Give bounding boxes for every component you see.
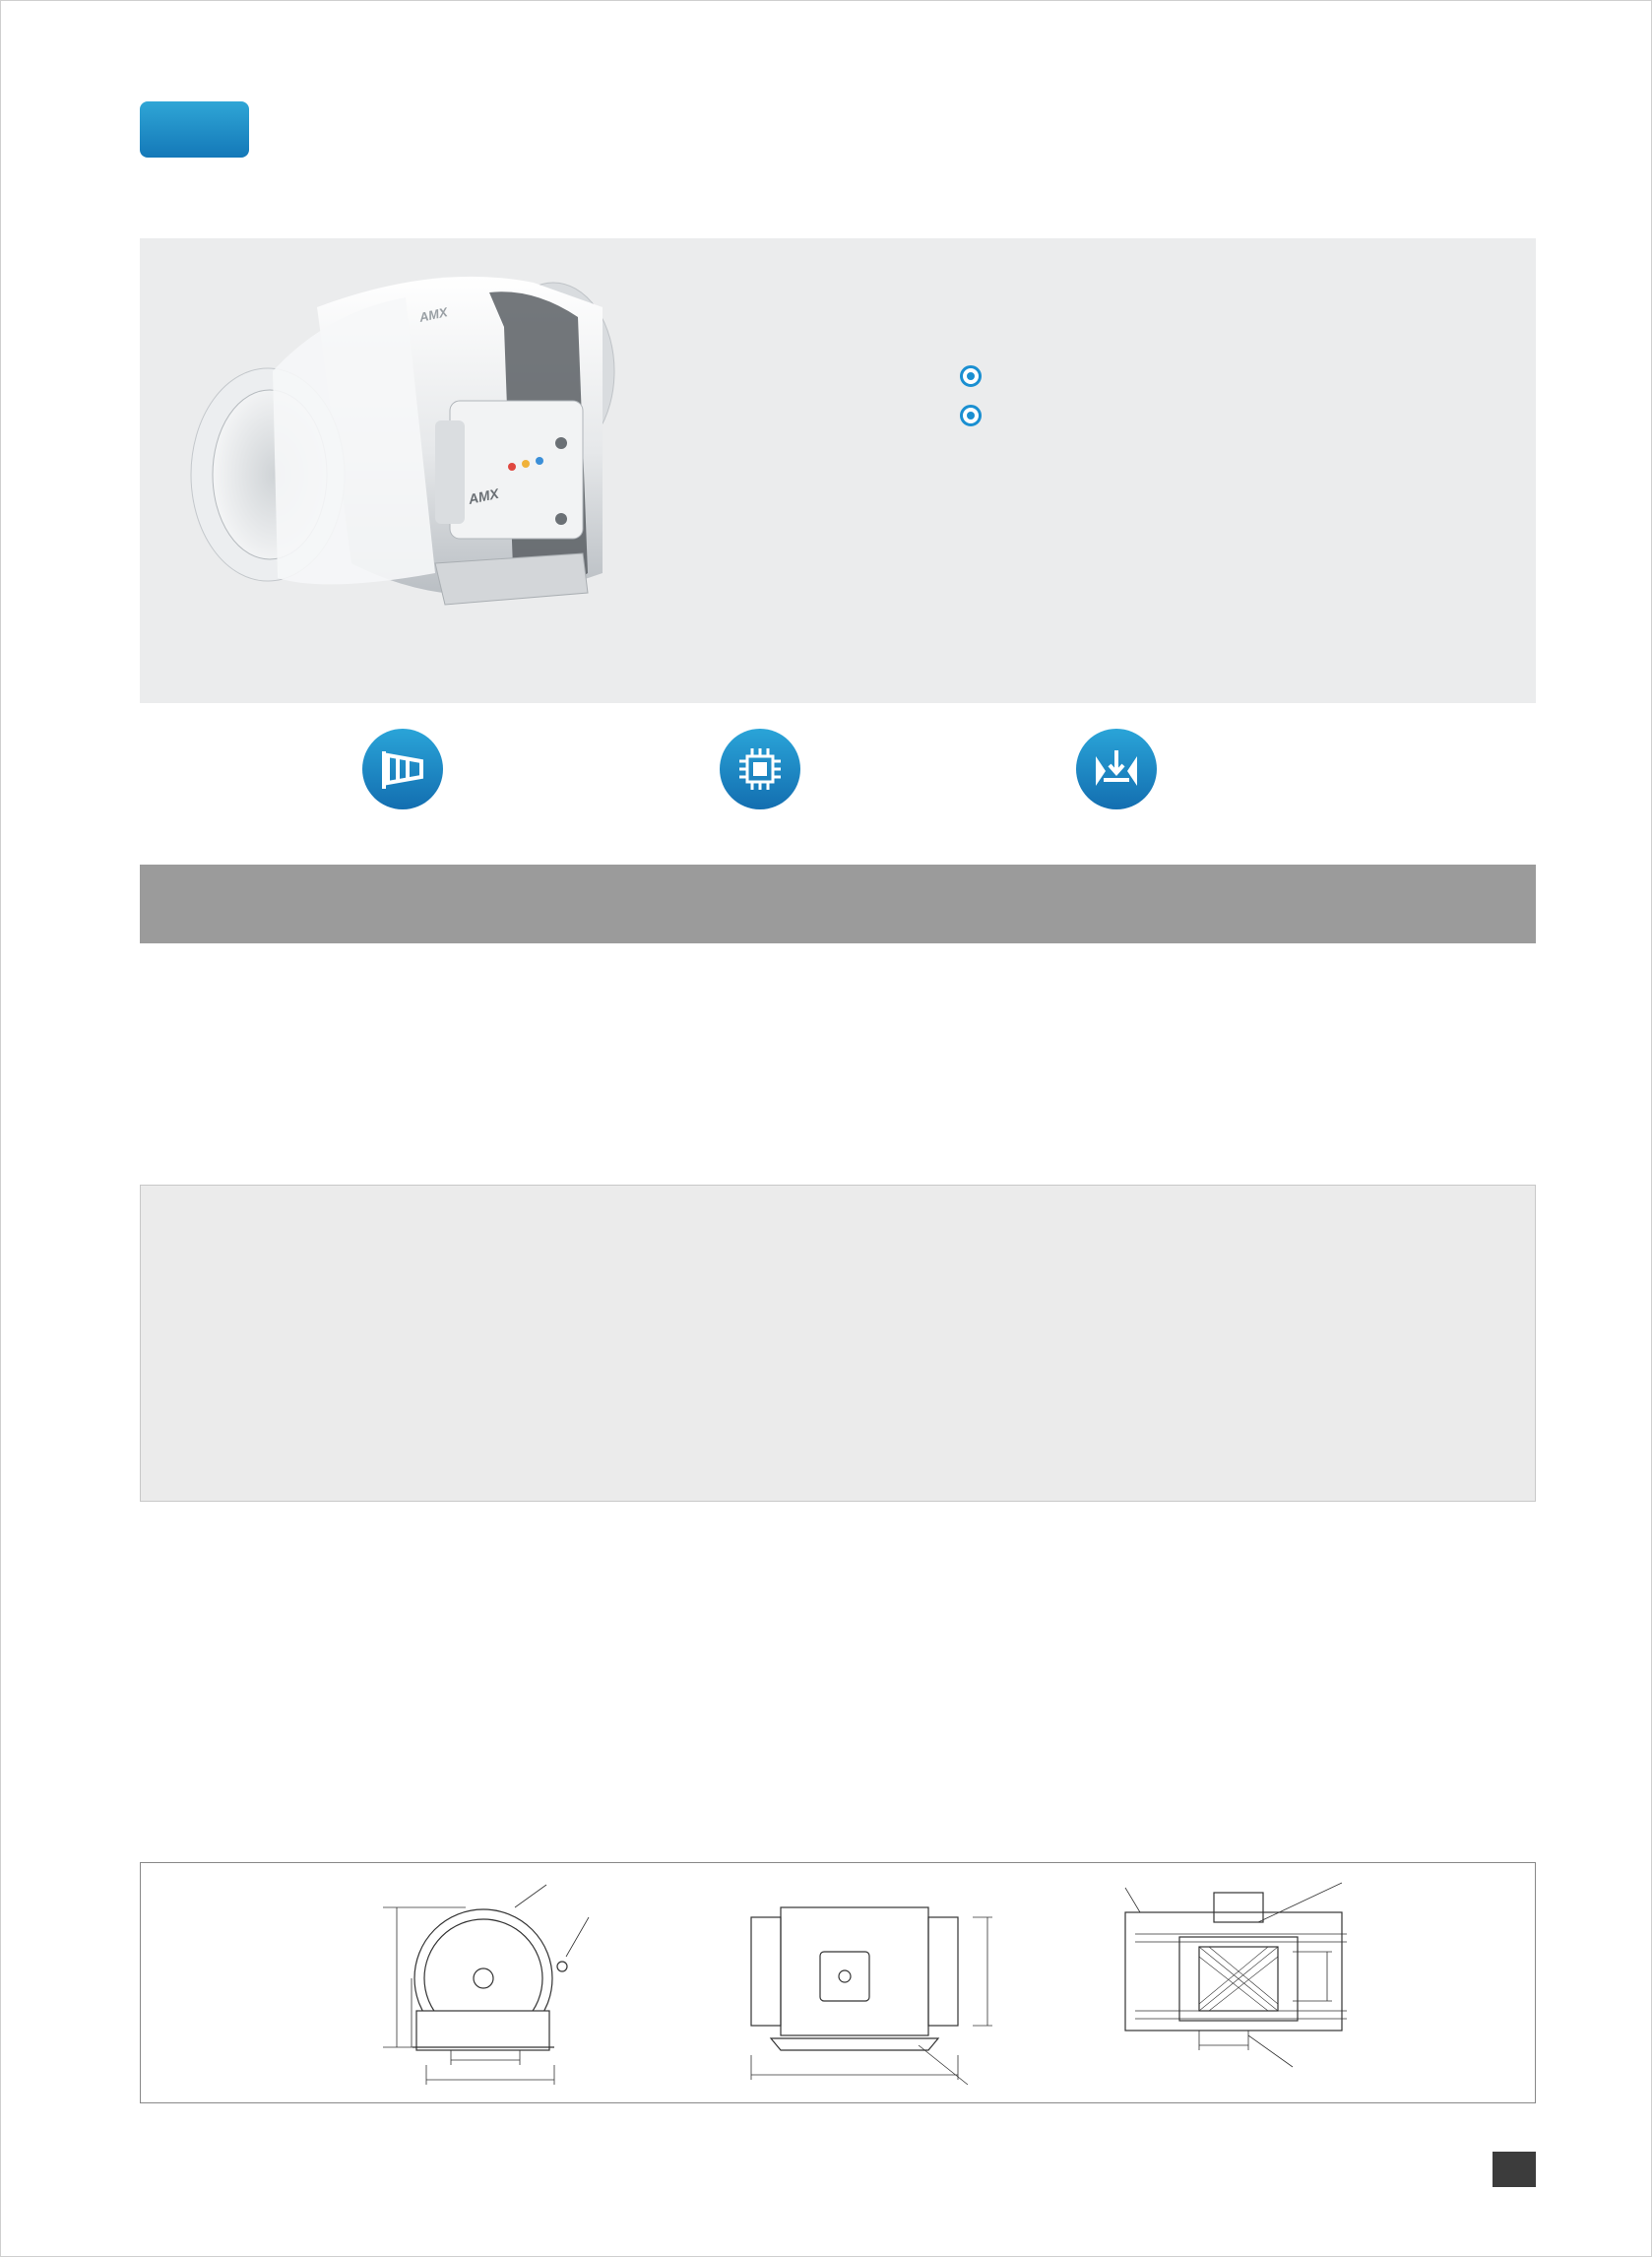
screw-icon — [555, 437, 567, 449]
feature-bullets — [960, 356, 1492, 396]
performance-curves-panel — [140, 1185, 1536, 1502]
chip-icon — [720, 729, 800, 809]
header-cell — [888, 904, 986, 943]
header-cell — [888, 865, 986, 904]
outline-drawing-panel — [140, 1862, 1536, 2103]
brand-logo-body: AMX — [417, 304, 449, 325]
indicator-red — [508, 463, 516, 471]
outline-drawing — [141, 1863, 1537, 2104]
rule-segment-green — [140, 186, 605, 193]
series-badge — [140, 101, 249, 158]
header-cell — [986, 865, 1164, 904]
indicator-yellow — [522, 460, 530, 468]
fan-product-image — [140, 238, 829, 703]
header-cell — [433, 904, 581, 943]
header-cell — [1412, 865, 1536, 904]
feature-high-pressure — [1076, 729, 1186, 809]
header-cell — [140, 904, 287, 943]
indicator-blue — [536, 457, 543, 465]
pressure-icon — [1076, 729, 1157, 809]
side-view — [751, 1907, 992, 2085]
feature-high-efficiency — [720, 729, 830, 809]
header-cell — [433, 865, 721, 904]
perf-subheader-row — [140, 904, 1536, 943]
header-cell — [1164, 865, 1412, 904]
header-cell — [721, 865, 888, 904]
screw-icon — [555, 513, 567, 525]
header-cell — [1412, 904, 1536, 943]
bullet-dot-icon — [960, 365, 982, 387]
brand-logo-box: AMX — [467, 484, 501, 507]
windsock-icon — [362, 729, 443, 809]
top-view — [1125, 1883, 1347, 2067]
perf-header-row — [140, 865, 1536, 904]
performance-curves — [141, 1186, 1537, 1503]
header-cell — [1164, 904, 1412, 943]
header-cell — [721, 904, 888, 943]
bullet-dot-icon — [960, 405, 982, 426]
header-cell — [287, 865, 433, 904]
title-rule — [140, 186, 1536, 193]
header-cell — [581, 904, 721, 943]
page-number — [1493, 2152, 1536, 2187]
rule-segment-red — [605, 186, 1071, 193]
perf-table — [140, 865, 1536, 943]
rule-segment-blue — [1070, 186, 1536, 193]
feature-high-airflow — [362, 729, 473, 809]
header-cell — [140, 865, 287, 904]
product-hero — [140, 238, 1536, 703]
front-view — [383, 1885, 589, 2085]
header-cell — [986, 904, 1164, 943]
header-cell — [287, 904, 433, 943]
